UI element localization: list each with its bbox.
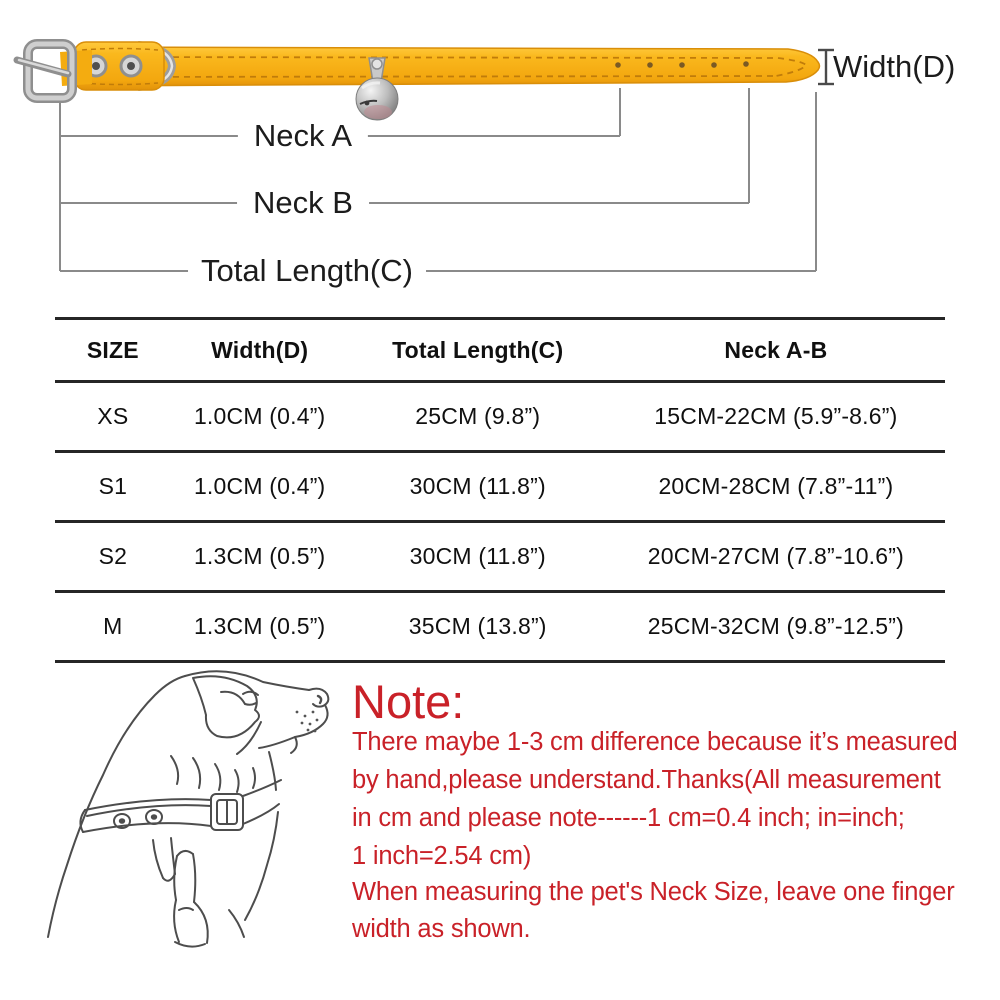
cell-size: M [103, 613, 123, 639]
cell-total-length: 30CM (11.8”) [409, 543, 546, 569]
note-tip-line: width as shown. [352, 915, 531, 943]
buckle [17, 44, 92, 98]
width-bracket [818, 50, 834, 84]
note-tip [352, 874, 955, 948]
measurement-lines [60, 88, 816, 271]
cell-size: S2 [98, 543, 128, 569]
cell-neck: 15CM-22CM (5.9”-8.6”) [654, 403, 898, 429]
note-body-line: 1 inch=2.54 cm) [352, 842, 532, 870]
note-body-line: There maybe 1-3 cm difference because it’s measured [352, 728, 958, 756]
size-table-header-row [55, 319, 945, 382]
table-row-s1 [55, 452, 945, 522]
neck-a-label: Neck A [238, 119, 368, 153]
cell-total-length: 35CM (13.8”) [408, 613, 547, 639]
table-row-m [55, 592, 945, 662]
width-label: Width(D) [833, 48, 956, 84]
note-body [352, 723, 957, 875]
cell-neck: 25CM-32CM (9.8”-12.5”) [647, 613, 904, 639]
total-length-label: Total Length(C) [188, 254, 426, 288]
size-table [55, 317, 945, 663]
table-row-xs [55, 382, 945, 452]
cell-neck: 20CM-27CM (7.8”-10.6”) [647, 543, 904, 569]
note-heading: Note: [352, 675, 465, 728]
note-body-line: in cm and please note------1 cm=0.4 inch; in=inch; [352, 804, 905, 832]
cell-total-length: 30CM (11.8”) [409, 473, 546, 499]
neck-b-label: Neck B [237, 186, 369, 220]
dog-sketch [25, 660, 365, 965]
col-header-width: Width(D) [211, 336, 309, 363]
cell-neck: 20CM-28CM (7.8”-11”) [658, 473, 894, 499]
cell-width: 1.3CM (0.5”) [193, 613, 326, 639]
note-tip-line: When measuring the pet's Neck Size, leave one finger [352, 878, 955, 906]
cell-width: 1.0CM (0.4”) [193, 403, 326, 429]
col-header-neck: Neck A-B [724, 336, 828, 363]
cell-total-length: 25CM (9.8”) [415, 403, 541, 429]
col-header-size: SIZE [86, 336, 139, 363]
table-row-s2 [55, 522, 945, 592]
cell-size: S1 [98, 473, 128, 499]
cell-width: 1.0CM (0.4”) [193, 473, 326, 499]
collar-diagram [0, 0, 1000, 300]
note-body-line: by hand,please understand.Thanks(All measurement [352, 766, 941, 794]
collar-strap [88, 47, 820, 86]
cell-width: 1.3CM (0.5”) [193, 543, 326, 569]
cell-size: XS [97, 403, 129, 429]
col-header-total-length: Total Length(C) [392, 336, 564, 363]
